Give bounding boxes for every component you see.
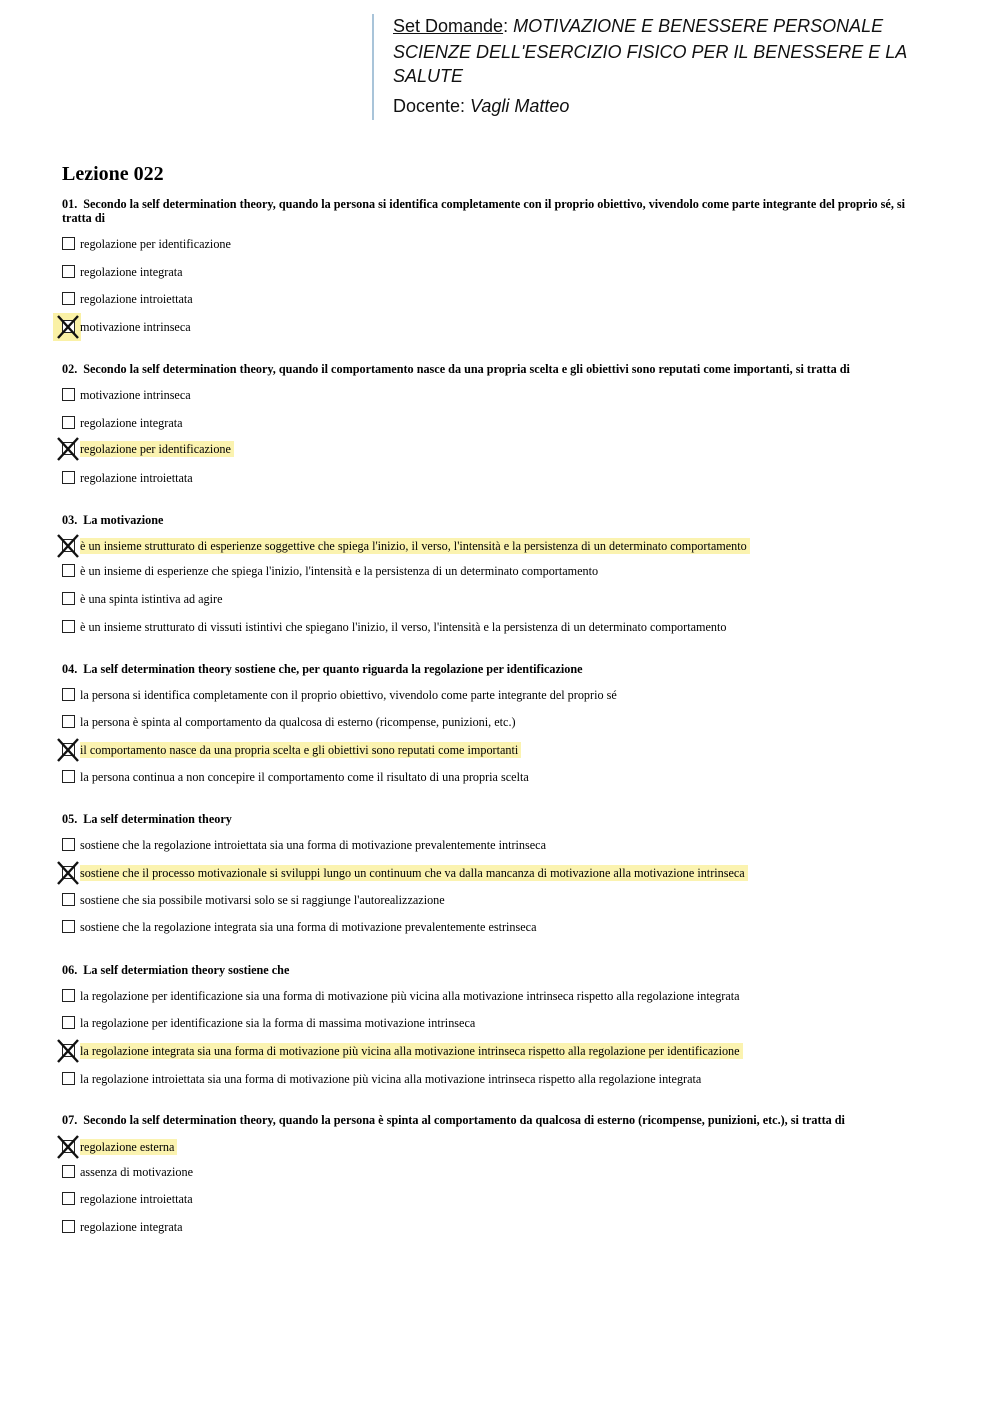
checkbox[interactable]	[62, 237, 75, 250]
question-number: 07.	[62, 1113, 78, 1127]
checkbox[interactable]	[62, 920, 75, 933]
docente-label: Docente:	[393, 96, 471, 116]
checkbox[interactable]	[62, 1192, 75, 1205]
answer-option-text: la persona è spinta al comportamento da qualcosa di esterno (ricompense, punizioni, etc.)	[80, 715, 516, 729]
answer-option-text: sostiene che la regolazione integrata sia una forma di motivazione prevalentemente estrinseca	[80, 920, 537, 934]
answer-option-text: regolazione esterna	[80, 1139, 177, 1155]
checkbox-checked[interactable]	[62, 1140, 75, 1153]
question-7	[62, 1113, 932, 1127]
answer-option-text: la regolazione per identificazione sia la forma di massima motivazione intrinseca	[80, 1016, 476, 1030]
checkbox[interactable]	[62, 1220, 75, 1233]
checkbox[interactable]	[62, 688, 75, 701]
answer-option-text: sostiene che la regolazione introiettata sia una forma di motivazione prevalentemente intrinseca	[80, 838, 546, 852]
answer-option-text: la regolazione per identificazione sia una forma di motivazione più vicina alla motivazione intrinseca rispetto alla regolazione integrata	[80, 989, 740, 1003]
checkbox-checked[interactable]	[62, 866, 75, 879]
question-5	[62, 812, 932, 826]
answer-option-text: regolazione per identificazione	[80, 237, 231, 251]
checkbox[interactable]	[62, 1165, 75, 1178]
checkbox[interactable]	[62, 838, 75, 851]
question-4	[62, 662, 932, 676]
checkbox[interactable]	[62, 893, 75, 906]
checkbox[interactable]	[62, 416, 75, 429]
question-text: La self determination theory	[83, 812, 232, 826]
question-number: 04.	[62, 662, 78, 676]
question-text: Secondo la self determination theory, quando la persona è spinta al comportamento da qualcosa di esterno (ricompense, punizioni, etc.), si tratta di	[83, 1113, 845, 1127]
answer-option-text: è un insieme strutturato di esperienze soggettive che spiega l'inizio, il verso, l'intensità e la persistenza di un determinato comportamento	[80, 538, 750, 554]
question-3	[62, 513, 932, 527]
checkbox[interactable]	[62, 592, 75, 605]
question-number: 06.	[62, 963, 78, 977]
answer-option-text: è una spinta istintiva ad agire	[80, 592, 223, 606]
answer-option-text: regolazione introiettata	[80, 1192, 193, 1206]
question-text: La self determination theory sostiene che, per quanto riguarda la regolazione per identificazione	[83, 662, 583, 676]
question-number: 05.	[62, 812, 78, 826]
answer-option-text: la persona si identifica completamente con il proprio obiettivo, vivendolo come parte integrante del proprio sé	[80, 688, 617, 702]
checkbox-checked[interactable]	[62, 442, 75, 455]
answer-option-text: sostiene che sia possibile motivarsi solo se si raggiunge l'autorealizzazione	[80, 893, 445, 907]
set-domande-separator: :	[503, 16, 514, 36]
document-header	[372, 14, 972, 120]
question-number: 03.	[62, 513, 78, 527]
set-domande-line	[393, 14, 972, 38]
answer-option-text: motivazione intrinseca	[80, 320, 191, 334]
question-text: La motivazione	[83, 513, 164, 527]
question-number: 02.	[62, 362, 78, 376]
question-text: Secondo la self determination theory, quando il comportamento nasce da una propria scelta e gli obiettivi sono reputati come importanti, si tratta di	[83, 362, 850, 376]
answer-option-text: la regolazione integrata sia una forma di motivazione più vicina alla motivazione intrinseca rispetto alla regolazione per identificazione	[80, 1043, 743, 1059]
checkbox[interactable]	[62, 620, 75, 633]
checkbox[interactable]	[62, 1072, 75, 1085]
docente-value: Vagli Matteo	[470, 96, 570, 116]
question-text: Secondo la self determination theory, quando la persona si identifica completamente con il proprio obiettivo, vivendolo come parte integrante del proprio sé, si tratta di	[62, 197, 906, 225]
answer-option-text: regolazione introiettata	[80, 471, 193, 485]
question-number: 01.	[62, 197, 78, 211]
lesson-title: Lezione 022	[62, 163, 164, 185]
answer-option-text: regolazione per identificazione	[80, 441, 234, 457]
checkbox[interactable]	[62, 471, 75, 484]
docente-line	[393, 94, 972, 118]
checkbox[interactable]	[62, 564, 75, 577]
answer-option-text: sostiene che il processo motivazionale si sviluppi lungo un continuum che va dalla mancanza di motivazione alla motivazione intrinseca	[80, 865, 748, 881]
checkbox[interactable]	[62, 770, 75, 783]
question-text: La self determiation theory sostiene che	[83, 963, 290, 977]
checkbox-checked[interactable]	[62, 1044, 75, 1057]
answer-option-text: regolazione introiettata	[80, 292, 193, 306]
checkbox[interactable]	[62, 265, 75, 278]
set-domande-value: MOTIVAZIONE E BENESSERE PERSONALE	[513, 16, 884, 36]
answer-option-text: regolazione integrata	[80, 416, 183, 430]
checkbox-checked[interactable]	[62, 539, 75, 552]
course-title-text: SCIENZE DELL'ESERCIZIO FISICO PER IL BENESSERE E LA SALUTE	[393, 42, 907, 86]
answer-option-text: la regolazione introiettata sia una forma di motivazione più vicina alla motivazione intrinseca rispetto alla regolazione integrata	[80, 1072, 702, 1086]
checkbox[interactable]	[62, 1016, 75, 1029]
answer-option-text: regolazione integrata	[80, 265, 183, 279]
checkbox[interactable]	[62, 715, 75, 728]
checkbox[interactable]	[62, 388, 75, 401]
question-2	[62, 362, 932, 376]
checkbox[interactable]	[62, 292, 75, 305]
checkbox[interactable]	[62, 989, 75, 1002]
answer-option-text: è un insieme strutturato di vissuti istintivi che spiegano l'inizio, il verso, l'intensità e la persistenza di un determinato comportamento	[80, 620, 727, 634]
answer-option-text: assenza di motivazione	[80, 1165, 194, 1179]
checkbox-checked[interactable]	[62, 743, 75, 756]
answer-option-text: il comportamento nasce da una propria scelta e gli obiettivi sono reputati come importanti	[80, 742, 521, 758]
set-domande-label: Set Domande	[393, 16, 504, 36]
answer-option-text: regolazione integrata	[80, 1220, 183, 1234]
question-6	[62, 963, 932, 977]
question-1	[62, 197, 932, 225]
course-title	[393, 40, 972, 88]
answer-option-text: motivazione intrinseca	[80, 388, 191, 402]
answer-option-text: è un insieme di esperienze che spiega l'inizio, l'intensità e la persistenza di un determinato comportamento	[80, 564, 599, 578]
answer-option-text: la persona continua a non concepire il comportamento come il risultato di una propria scelta	[80, 770, 529, 784]
checkbox-checked[interactable]	[62, 320, 75, 333]
